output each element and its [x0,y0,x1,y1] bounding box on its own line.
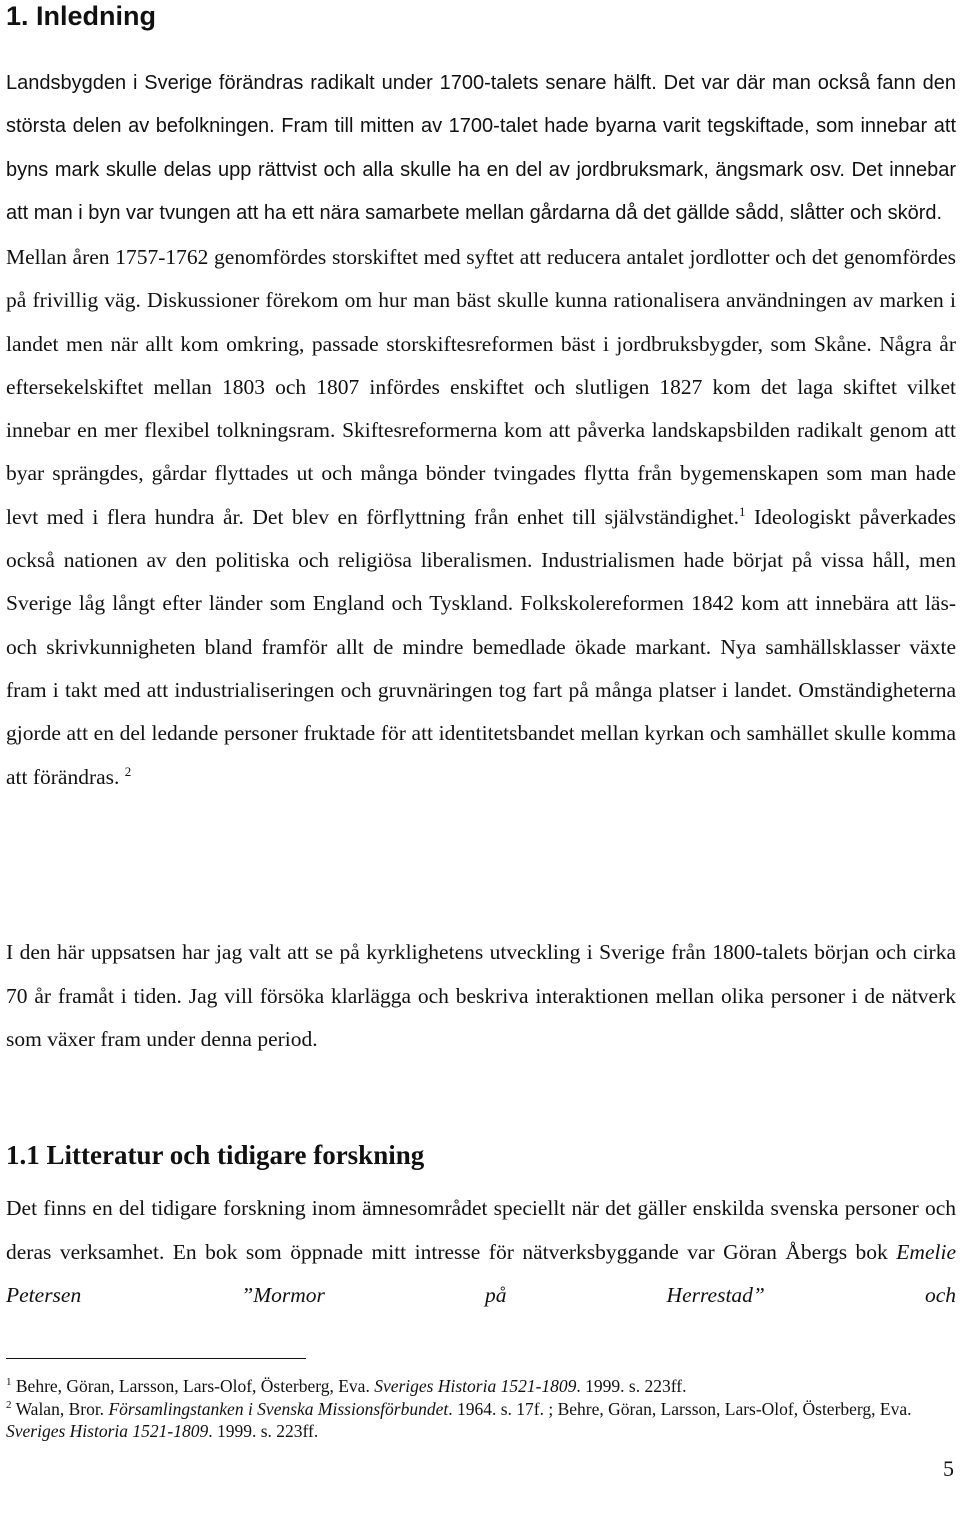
footnote-title: Församlingstanken i Svenska Missionsförbundet [108,1398,449,1419]
footnote-ref-2[interactable]: 2 [124,763,132,779]
body-paragraph-3-text: Det finns en del tidigare forskning inom ämnesområdet speciellt när det gäller enskilda svenska personer och deras verksamhet. En bok som öppnade mitt intresse för nätverksbyggande var Göran Åbergs bok [6,1196,956,1264]
footnote-1 [6,1375,956,1398]
body-paragraph-1-text: Mellan åren 1757-1762 genomfördes storskiftet med syftet att reducera antalet jordlotter och det genomfördes på frivillig väg. Diskussioner förekom om hur man bäst skulle kunna rationalisera användningen av marken i landet men när allt kom omkring, passade storskiftesreformen bäst i jordbruksbygder, som Skåne. Några år eftersekelskiftet mellan 1803 och 1807 infördes enskiftet och slutligen 1827 kom det laga skiftet vilket innebar en mer flexibel tolkningsram. Skiftesreformerna kom att påverka landskapsbilden radikalt genom att byar sprängdes, gårdar flyttades ut och många bönder tvingades flytta från bygemenskapen som man hade levt med i flera hundra år. Det blev en förflyttning från enhet till självständighet. [6,245,956,529]
footnote-title: Sveriges Historia 1521-1809 [6,1421,209,1442]
footnote-2 [6,1398,956,1443]
footnote-text: Walan, Bror. [15,1398,109,1419]
intro-paragraph-sans: Landsbygden i Sverige förändras radikalt under 1700-talets senare hälft. Det var där man också fann den största delen av befolkningen. Fram till mitten av 1700-talet hade byarna varit tegskiftade, som innebar att byns mark skulle delas upp rättvist och alla skulle ha en del av jordbruksmark, ängsmark osv. Det innebar att man i byn var tvungen att ha ett nära samarbete mellan gårdarna då det gällde sådd, slåtter och skörd. [6,72,956,224]
footnote-separator [6,1358,306,1359]
footnote-title: Sveriges Historia 1521-1809 [374,1376,577,1396]
footnote-number: 1 [6,1376,12,1389]
body-paragraph-3 [6,1187,956,1318]
page-number: 5 [943,1456,954,1481]
footnote-text: . 1964. s. 17f. ; Behre, Göran, Larsson, Lars-Olof, Österberg, Eva. [448,1398,912,1419]
section-heading: 1. Inledning [6,1,157,31]
body-paragraph-1 [6,236,956,799]
body-paragraph-1-continued: Ideologiskt påverkades också nationen av den politiska och religiösa liberalismen. Industrialismen hade börjat på vissa håll, men Sverige låg långt efter länder som England och Tyskland. Folkskolereformen 1842 kom att innebära att läs- och skrivkunnigheten bland framför allt de mindre bemedlade ökade markant. Nya samhällsklasser växte fram i takt med att industrialiseringen och gruvnäringen tog fart på många platser i landet. Omständigheterna gjorde att en del ledande personer fruktade för att identitetsbandet mellan kyrkan och samhället skulle komma att förändras. [6,504,956,789]
footnote-text: Behre, Göran, Larsson, Lars-Olof, Österberg, Eva. [15,1376,375,1396]
subsection-heading: 1.1 Litteratur och tidigare forskning [6,1140,425,1170]
book-title-italic: Emelie Petersen ”Mormor på Herrestad” och [6,1239,956,1307]
footnotes [6,1375,956,1443]
footnote-number: 2 [6,1398,12,1411]
footnote-ref-1[interactable]: 1 [739,503,746,519]
footnote-text: . 1999. s. 223ff. [208,1421,319,1442]
footnote-text: . 1999. s. 223ff. [576,1376,687,1396]
body-paragraph-2: I den här uppsatsen har jag valt att se på kyrklighetens utveckling i Sverige från 1800-talets början och cirka 70 år framåt i tiden. Jag vill försöka klarlägga och beskriva interaktionen mellan olika personer i de nätverk som växer fram under denna period. [6,940,956,1051]
